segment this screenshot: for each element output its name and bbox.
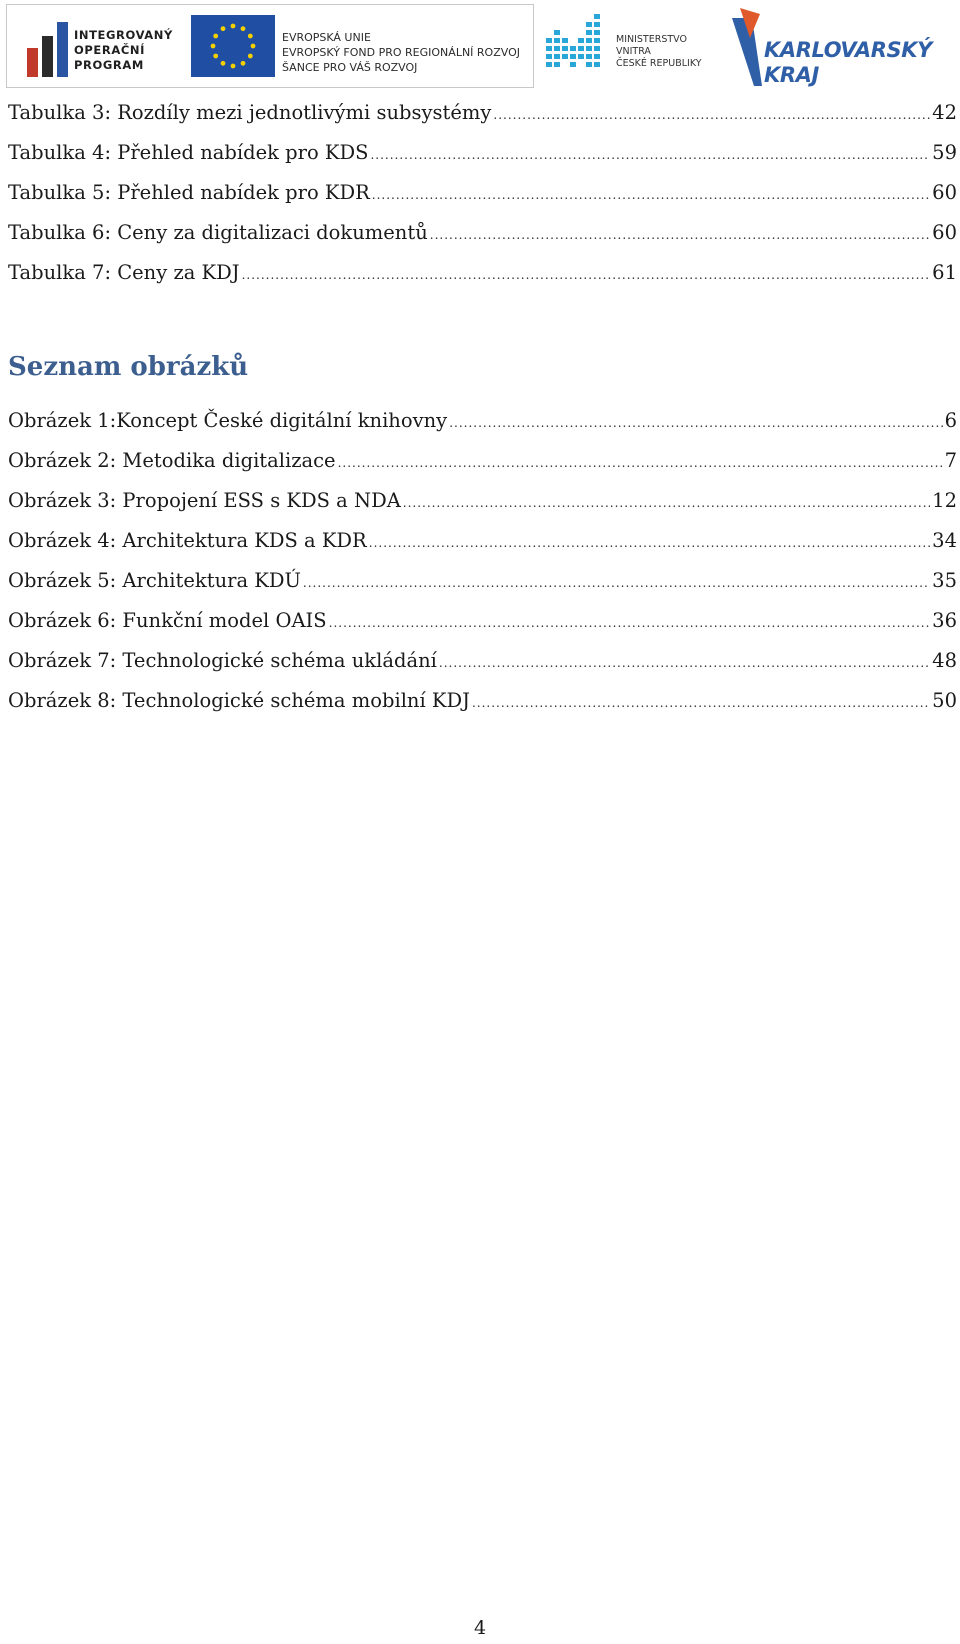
iop-logo-line: PROGRAM (74, 58, 144, 72)
ministry-logo-line: MINISTERSTVO VNITRA (616, 34, 687, 57)
toc-entry-page: 59 (932, 141, 957, 164)
ministry-logo (544, 14, 724, 76)
dot-leader (449, 416, 942, 430)
dot-leader (338, 456, 943, 470)
dot-leader (439, 656, 930, 670)
region-logo-line: KRAJ (764, 63, 819, 87)
page-number: 4 (473, 1617, 487, 1639)
toc-entry-page: 60 (932, 221, 957, 244)
karlovarsky-kraj-logo (726, 8, 932, 92)
iop-logo-line: INTEGROVANÝ (74, 28, 173, 42)
toc-entry-label: Obrázek 4: Architektura KDS a KDR (8, 529, 367, 552)
toc-entry-label: Tabulka 3: Rozdíly mezi jednotlivými subsystémy (8, 101, 492, 124)
toc-entry-label: Tabulka 7: Ceny za KDJ (8, 261, 240, 284)
dot-leader (430, 228, 930, 242)
toc-entry-page: 36 (932, 609, 957, 632)
toc-entry-table-3[interactable] (8, 101, 957, 131)
toc-entry-page: 35 (932, 569, 957, 592)
dot-leader (242, 268, 931, 282)
toc-entry-figure-3[interactable] (8, 489, 957, 519)
toc-entry-figure-6[interactable] (8, 609, 957, 639)
dot-leader (370, 148, 930, 162)
toc-entry-figure-1[interactable] (8, 409, 957, 439)
toc-entry-label: Obrázek 1:Koncept České digitální knihovny (8, 409, 448, 432)
iop-logo (17, 18, 173, 78)
toc-entry-label: Obrázek 8: Technologické schéma mobilní KDJ (8, 689, 470, 712)
toc-entry-label: Obrázek 7: Technologické schéma ukládání (8, 649, 437, 672)
toc-entry-page: 42 (932, 101, 957, 124)
toc-entry-figure-4[interactable] (8, 529, 957, 559)
eu-logo-line: EVROPSKÁ UNIE (282, 31, 371, 44)
dot-leader (372, 188, 930, 202)
dot-leader (329, 616, 931, 630)
toc-entry-page: 60 (932, 181, 957, 204)
toc-entry-label: Tabulka 6: Ceny za digitalizaci dokumentů (8, 221, 428, 244)
iop-logo-line: OPERAČNÍ (74, 43, 145, 57)
toc-entry-page: 7 (944, 449, 957, 472)
toc-entry-page: 34 (932, 529, 957, 552)
toc-entry-page: 12 (932, 489, 957, 512)
toc-entry-label: Obrázek 2: Metodika digitalizace (8, 449, 336, 472)
toc-entry-figure-5[interactable] (8, 569, 957, 599)
eu-flag-icon (191, 15, 275, 77)
toc-entry-label: Obrázek 5: Architektura KDÚ (8, 569, 301, 592)
dot-leader (493, 108, 930, 122)
region-logo-line: KARLOVARSKÝ (764, 38, 932, 62)
ministry-dots-icon (544, 14, 610, 76)
toc-entry-table-6[interactable] (8, 221, 957, 251)
dot-leader (472, 696, 930, 710)
toc-entry-page: 61 (932, 261, 957, 284)
toc-entry-table-7[interactable] (8, 261, 957, 291)
eu-logo (191, 15, 521, 77)
dot-leader (403, 496, 930, 510)
toc-entry-page: 6 (944, 409, 957, 432)
dot-leader (303, 576, 930, 590)
toc-entry-table-4[interactable] (8, 141, 957, 171)
toc-entry-label: Obrázek 6: Funkční model OAIS (8, 609, 327, 632)
logo-banner (6, 4, 534, 88)
toc-entry-page: 50 (932, 689, 957, 712)
toc-entry-figure-2[interactable] (8, 449, 957, 479)
eu-logo-line: ŠANCE PRO VÁŠ ROZVOJ (282, 61, 418, 74)
toc-entry-page: 48 (932, 649, 957, 672)
eu-logo-line: EVROPSKÝ FOND PRO REGIONÁLNÍ ROZVOJ (282, 46, 520, 59)
figures-section-heading: Seznam obrázků (8, 352, 249, 382)
toc-entry-table-5[interactable] (8, 181, 957, 211)
toc-entry-figure-8[interactable] (8, 689, 957, 719)
dot-leader (369, 536, 930, 550)
iop-bars-icon (17, 18, 73, 78)
toc-entry-figure-7[interactable] (8, 649, 957, 679)
toc-entry-label: Tabulka 4: Přehled nabídek pro KDS (8, 141, 369, 164)
toc-entry-label: Tabulka 5: Přehled nabídek pro KDR (8, 181, 370, 204)
ministry-logo-line: ČESKÉ REPUBLIKY (616, 58, 702, 69)
toc-entry-label: Obrázek 3: Propojení ESS s KDS a NDA (8, 489, 401, 512)
